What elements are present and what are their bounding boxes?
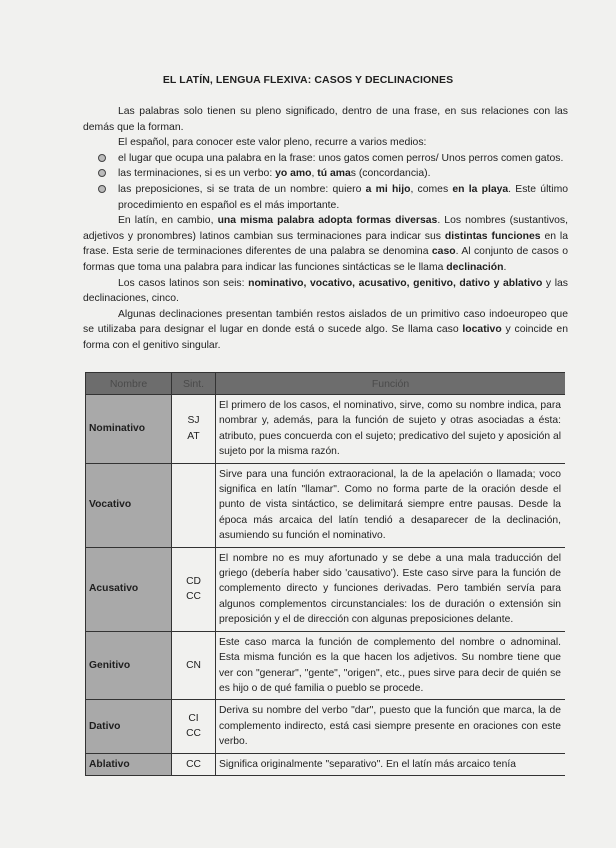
paragraph-1: Las palabras solo tienen su pleno significado, dentro de una frase, en sus relaciones con las demás que la forman. — [83, 106, 568, 133]
case-function: Deriva su nombre del verbo "dar", puesto que la función que marca, la de complemento indirecto, está casi siempre presente en oraciones con este verbo. — [216, 700, 566, 753]
case-function: El nombre no es muy afortunado y se debe a una mala traducción del griego (debería haber sido 'causativo'). Este caso sirve para la función de complemento directo y funciones derivadas. Pero también servía para algunos complementos circunstanciales: los de duración o extensión sin preposición y el de dirección con algunas preposiciones delante. — [216, 547, 566, 631]
case-name: Vocativo — [86, 463, 172, 547]
list-item: las terminaciones, si es un verbo: yo amo, tú amas (concordancia). — [83, 166, 568, 182]
table-row — [86, 463, 566, 547]
header-sint: Sint. — [172, 373, 216, 395]
case-function: Sirve para una función extraoracional, la de la apelación o llamada; voco significa en latín "llamar". Como no forma parte de la oración desde el punto de vista sintáctico, se delimitará siempre entre pausas. Desde la época más arcaica del latín tendió a desaparecer de la declinación, asumiendo su función el nominativo. — [216, 463, 566, 547]
paragraph-3: En latín, en cambio, una misma palabra adopta formas diversas. Los nombres (sustantivos, adjetivos y pronombres) latinos cambian sus terminaciones para indicar sus distintas funciones en la frase. Esta serie de terminaciones diferentes de una palabra se denomina caso. Al conjunto de casos o formas que toma una palabra para indicar las funciones sintácticas se le llama declinación. — [83, 215, 569, 273]
header-nombre: Nombre — [86, 373, 172, 395]
list-item: las preposiciones, si se trata de un nombre: quiero a mi hijo, comes en la playa. Este último procedimiento en español es el más importante. — [83, 182, 568, 213]
paragraph-5: Algunas declinaciones presentan también restos aislados de un primitivo caso indoeuropeo que se utilizaba para designar el lugar en donde está o sucede algo. Se llama caso locativo y coincide en forma con el genitivo singular. — [83, 308, 568, 351]
bullet-icon — [98, 185, 106, 193]
table-row — [86, 753, 566, 775]
case-syntax: CN — [172, 631, 216, 700]
case-name: Genitivo — [86, 631, 172, 700]
table-row — [86, 547, 566, 631]
means-list — [83, 151, 568, 213]
table-row — [86, 395, 566, 464]
case-syntax — [172, 463, 216, 547]
case-syntax: SJ AT — [172, 395, 216, 464]
page-title: EL LATÍN, LENGUA FLEXIVA: CASOS Y DECLINACIONES — [162, 74, 454, 86]
paragraph-2: El español, para conocer este valor pleno, recurre a varios medios: — [118, 137, 427, 149]
case-function: El primero de los casos, el nominativo, sirve, como su nombre indica, para nombrar y, además, para la función de sujeto y otras asociadas a ésta: atributo, pues concuerda con el sujeto; predicativo del sujeto y aposición al sujeto por la misma razón. — [216, 395, 566, 464]
list-item: el lugar que ocupa una palabra en la frase: unos gatos comen perros/ Unos perros comen gatos. — [83, 151, 568, 167]
bullet-icon — [98, 154, 106, 162]
case-name: Nominativo — [86, 395, 172, 464]
bullet-icon — [98, 169, 106, 177]
case-function: Este caso marca la función de complemento del nombre o adnominal. Esta misma función es la que hacen los adjetivos. Su nombre tiene que ver con "generar", "gente", "origen", etc., pues sirve para decir de quién se es hijo o de qué familia o pueblo se procede. — [216, 631, 566, 700]
cases-table-wrapper — [85, 372, 565, 792]
case-syntax: CD CC — [172, 547, 216, 631]
case-syntax: CC — [172, 753, 216, 775]
header-funcion: Función — [216, 373, 566, 395]
case-name: Acusativo — [86, 547, 172, 631]
case-name: Ablativo — [86, 753, 172, 775]
paragraph-4: Los casos latinos son seis: nominativo, vocativo, acusativo, genitivo, dativo y ablativo y las declinaciones, cinco. — [83, 277, 568, 305]
table-row — [86, 631, 566, 700]
table-row — [86, 700, 566, 753]
case-function: Significa originalmente "separativo". En el latín más arcaico tenía — [216, 753, 566, 775]
table-header-row — [86, 373, 566, 395]
case-name: Dativo — [86, 700, 172, 753]
cases-table — [85, 372, 565, 776]
case-syntax: CI CC — [172, 700, 216, 753]
intro-text — [83, 104, 568, 354]
